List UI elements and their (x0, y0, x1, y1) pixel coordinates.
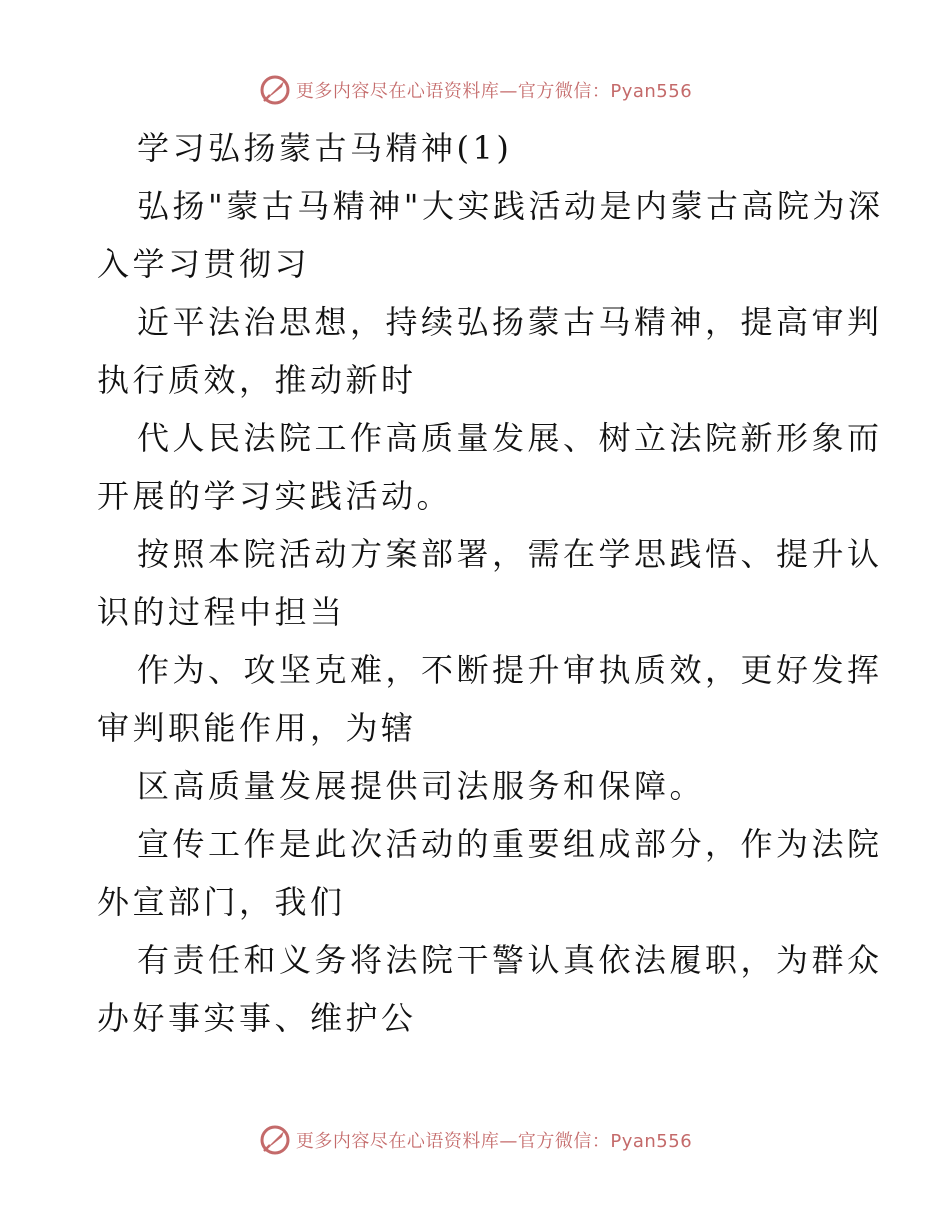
text-line: 有责任和义务将法院干警认真依法履职，为群众 (137, 941, 883, 979)
text-line: 开展的学习实践活动。 (97, 477, 453, 515)
text-line: 入学习贯彻习 (97, 245, 311, 283)
text-line: 代人民法院工作高质量发展、树立法院新形象而 (137, 419, 883, 457)
text-line: 近平法治思想，持续弘扬蒙古马精神，提高审判 (137, 303, 883, 341)
text-line: 审判职能作用，为辖 (97, 709, 417, 747)
text-line: 区高质量发展提供司法服务和保障。 (137, 767, 706, 805)
text-line: 办好事实事、维护公 (97, 999, 417, 1037)
watermark-footer (0, 1122, 950, 1158)
quill-logo-icon (258, 73, 292, 107)
watermark-text: 更多内容尽在心语资料库—官方微信：Pyan556 (295, 81, 693, 102)
document-title: 学习弘扬蒙古马精神(1) (137, 129, 513, 167)
text-line: 按照本院活动方案部署，需在学思践悟、提升认 (137, 535, 883, 573)
text-line: 弘扬"蒙古马精神"大实践活动是内蒙古高院为深 (137, 187, 884, 225)
text-line: 宣传工作是此次活动的重要组成部分，作为法院 (137, 825, 883, 863)
watermark-text: 更多内容尽在心语资料库—官方微信：Pyan556 (295, 1131, 693, 1152)
text-line: 执行质效，推动新时 (97, 361, 417, 399)
quill-logo-icon (258, 1123, 292, 1157)
watermark-header (0, 72, 950, 108)
text-line: 作为、攻坚克难，不断提升审执质效，更好发挥 (137, 651, 883, 689)
text-line: 识的过程中担当 (97, 593, 346, 631)
text-line: 外宣部门，我们 (97, 883, 346, 921)
